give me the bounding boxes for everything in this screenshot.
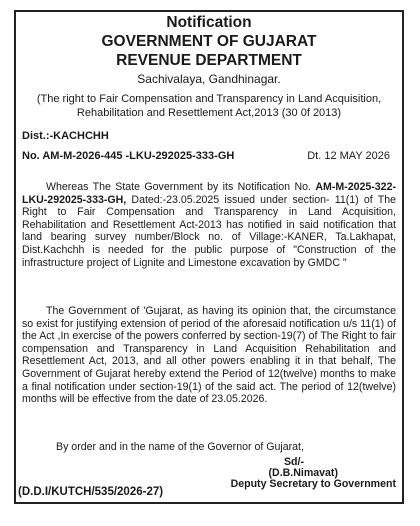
notification-heading: Notification [166,14,252,31]
para1-lead: Whereas The State Government by its Notification No. [46,181,316,193]
signatory-designation: Deputy Secretary to Government [230,478,396,490]
footer-code: (D.D.I/KUTCH/535/2026-27) [18,486,164,498]
district-line: Dist.:-KACHCHH [22,130,109,142]
signature-sd: Sd/- [283,456,304,468]
location-line: Sachivalaya, Gandhinagar. [137,72,281,86]
para1-rest: Dated:-23.05.2025 issued under section- 11(1) of The Right to Fair Compensation and Transparency in Land Acquisition, Rehabilitation and Resettlement Act-2013 has notified in said notification that land bearing survey number/Block no. of Village:-KANER, Ta.Lakhapat, Dist.Kachchh is needed for the public purpose of "Construction of the infrastructure project of Lignite and Limestone excavation by GMDC " [22,193,396,269]
notification-frame [14,10,404,504]
government-heading: GOVERNMENT OF GUJARAT [101,33,317,50]
reference-number: No. AM-M-2026-445 -LKU-292025-333-GH [22,150,235,162]
paragraph-extension: The Government of 'Gujarat, as having its opinion that, the circumstance so exist for justifying extension of period of the aforesaid notification u/s 11(1) of the Act ,In exercise of the powers conferred by section-19(7) of The Right to fair compensation and Transparency in Land Acquisition Rehabilitation and Resettlement Act, 2013, and all other powers enabling it in that behalf, The Government of Gujarat hereby extend the Period of 12(twelve) months to make a final notification under section-19(1) of the said act. The period of 12(twelve) months will be effective from the date of 23.05.2026. [22,305,396,406]
signatory-name: (D.B.Nimavat) [268,467,338,479]
reference-date: Dt. 12 MAY 2026 [307,150,390,162]
order-line: By order and in the name of the Governor of Gujarat, [56,441,304,453]
paragraph-whereas [22,181,396,269]
department-heading: REVENUE DEPARTMENT [116,52,302,69]
act-subtitle: (The right to Fair Compensation and Transparency in Land Acquisition, Rehabilitation and Resettlement Act,2013 (30 0f 2013) [36,93,382,119]
para1-notification-number: AM-M-2025-322- LKU-292025-333-GH, [22,181,396,206]
